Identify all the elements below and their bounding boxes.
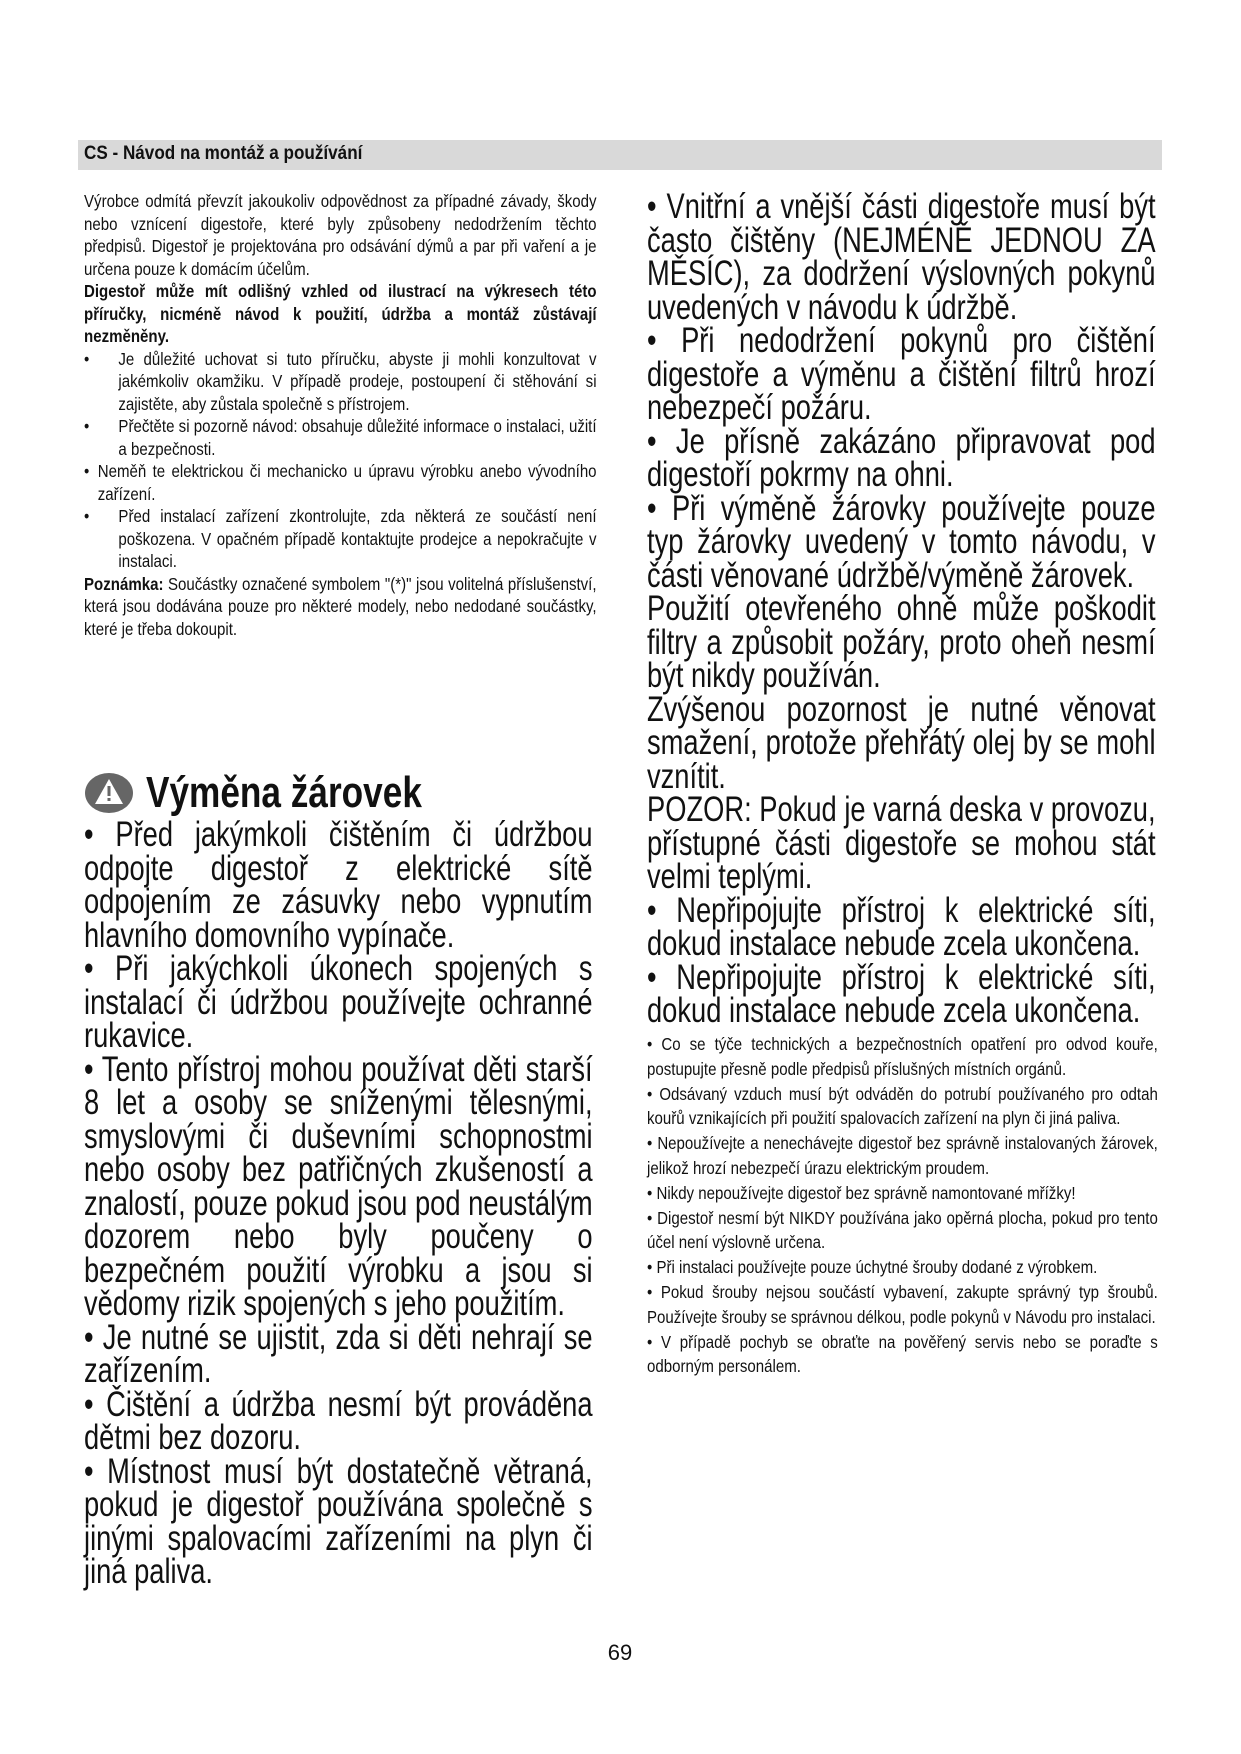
paragraph: • Tento přístroj mohou používat děti starší 8 let a osoby se sníženými tělesnými, smyslovými či duševními schopnostmi nebo osoby bez patřičných zkušeností a znalostí, pouze pokud jsou pod neustálým dozorem nebo byly poučeny o bezpečném použití výrobku a jsou si vědomy rizik spojených s jeho použitím. <box>84 1049 593 1323</box>
paragraph: • Při nedodržení pokynů pro čištění digestoře a výměnu a čištění filtrů hrozí nebezpečí požáru. <box>647 321 1156 427</box>
paragraph: Zvýšenou pozornost je nutné věnovat smažení, protože přehřátý olej by se mohl vznítit. <box>647 689 1156 796</box>
header-title: CS - Návod na montáž a používání <box>84 143 363 164</box>
paragraph: • Před jakýmkoli čištěním či údržbou odpojte digestoř z elektrické sítě odpojením ze zásuvky nebo vypnutím hlavního domovního vypínače. <box>84 815 593 955</box>
list-item-text: Před instalací zařízení zkontrolujte, zda některá ze součástí není poškozena. V opačném případě kontaktujte prodejce a nepokračujte v instalaci. <box>118 506 597 571</box>
paragraph: • Při výměně žárovky používejte pouze typ žárovky uvedený v tomto návodu, v části věnované údržbě/výměně žárovek. <box>647 488 1156 595</box>
list-item-text: Je důležité uchovat si tuto příručku, abyste ji mohli konzultovat v jakémkoliv okamžiku. V případě prodeje, postoupení či stěhování si zajistěte, aby zůstala společně s přístrojem. <box>118 348 597 414</box>
bullet-icon: • <box>84 348 90 369</box>
paragraph: • Vnitřní a vnější části digestoře musí být často čištěny (NEJMÉNĚ JEDNOU ZA MĚSÍC), za dodržení výslovných pokynů uvedených v návodu k údržbě. <box>647 187 1156 327</box>
paragraph: • V případě pochyb se obraťte na pověřený servis nebo se poraďte s odborným personálem. <box>647 1331 1158 1377</box>
section-heading <box>84 768 491 818</box>
list-item-text: Přečtěte si pozorně návod: obsahuje důležité informace o instalaci, užití a bezpečnosti. <box>118 416 597 459</box>
list-item <box>84 415 597 460</box>
bold-note <box>84 280 597 348</box>
list-item <box>84 348 597 416</box>
bullet-icon: • <box>84 461 90 481</box>
paragraph: • Je přísně zakázáno připravovat pod digestoří pokrmy na ohni. <box>647 421 1156 494</box>
bullet-icon: • <box>84 416 90 436</box>
left-small-text <box>84 190 597 640</box>
paragraph: • Při jakýchkoli úkonech spojených s instalací či údržbou používejte ochranné rukavice. <box>84 949 593 1055</box>
note-text: Součástky označené symbolem "(*)" jsou volitelná příslušenství, která jsou dodávána pouze pro některé modely, nebo nedodané součástky, které je třeba dokoupit. <box>84 573 597 639</box>
paragraph: • Co se týče technických a bezpečnostních opatření pro odvod kouře, postupujte přesně podle předpisů příslušných místních orgánů. <box>647 1034 1158 1079</box>
page-number: 69 <box>607 1640 633 1665</box>
note-label: Poznámka: <box>84 573 164 594</box>
paragraph: • Odsávaný vzduch musí být odváděn do potrubí používaného pro odtah kouřů vznikajících při použití spalovacích zařízení na plyn či jiná paliva. <box>647 1083 1158 1129</box>
paragraph: • Nepřipojujte přístroj k elektrické síti, dokud instalace nebude zcela ukončena. <box>647 957 1156 1030</box>
paragraph: • Čištění a údržba nesmí být prováděna dětmi bez dozoru. <box>84 1384 593 1457</box>
paragraph: • Nepoužívejte a nenechávejte digestoř bez správně instalovaných žárovek, jelikož hrozí nebezpečí úrazu elektrickým proudem. <box>647 1133 1158 1178</box>
paragraph: • Je nutné se ujistit, zda si děti nehrají se zařízením. <box>84 1317 593 1390</box>
paragraph: • Místnost musí být dostatečně větraná, pokud je digestoř používána společně s jinými spalovacími zařízeními na plyn či jiná paliva. <box>84 1451 593 1591</box>
header-bar <box>78 140 1162 170</box>
paragraph: POZOR: Pokud je varná deska v provozu, přístupné části digestoře se mohou stát velmi teplými. <box>647 790 1156 896</box>
right-large-text <box>647 187 1156 1030</box>
list-item <box>84 505 597 573</box>
right-small-text <box>647 1032 1158 1379</box>
bold-note-text: Digestoř může mít odlišný vzhled od ilustrací na výkresech této příručky, nicméně návod k použití, údržba a montáž zůstávají nezměněny. <box>84 281 597 346</box>
section-title: Výměna žárovek <box>146 768 422 817</box>
left-large-text <box>84 815 593 1591</box>
paragraph: • Pokud šrouby nejsou součástí vybavení, zakupte správný typ šroubů. Používejte šrouby se správnou délkou, podle pokynů v Návodu pro instalaci. <box>647 1281 1158 1327</box>
list-item-text: Neměň te elektrickou či mechanicko u úpravu výrobku anebo vývodního zařízení. <box>97 461 597 504</box>
bullet-icon: • <box>84 506 90 526</box>
paragraph: Použití otevřeného ohně může poškodit filtry a způsobit požáry, proto oheň nesmí být nikdy používán. <box>647 589 1156 695</box>
paragraph: • Nikdy nepoužívejte digestoř bez správně namontované mřížky! <box>647 1182 1076 1203</box>
intro-paragraph: Výrobce odmítá převzít jakoukoliv odpovědnost za případné závady, škody nebo vznícení digestoře, které byly způsobeny nedodržením těchto předpisů. Digestoř je projektována pro odsávání dýmů a par při vaření a je určena pouze k domácím účelům. <box>84 191 597 279</box>
paragraph: • Nepřipojujte přístroj k elektrické síti, dokud instalace nebude zcela ukončena. <box>647 890 1156 963</box>
warning-icon <box>84 772 134 814</box>
note-paragraph <box>84 573 597 641</box>
paragraph: • Digestoř nesmí být NIKDY používána jako opěrná plocha, pokud pro tento účel není výslovně určena. <box>647 1207 1158 1253</box>
paragraph: • Při instalaci používejte pouze úchytné šrouby dodané z výrobkem. <box>647 1257 1098 1278</box>
list-item <box>84 460 597 505</box>
